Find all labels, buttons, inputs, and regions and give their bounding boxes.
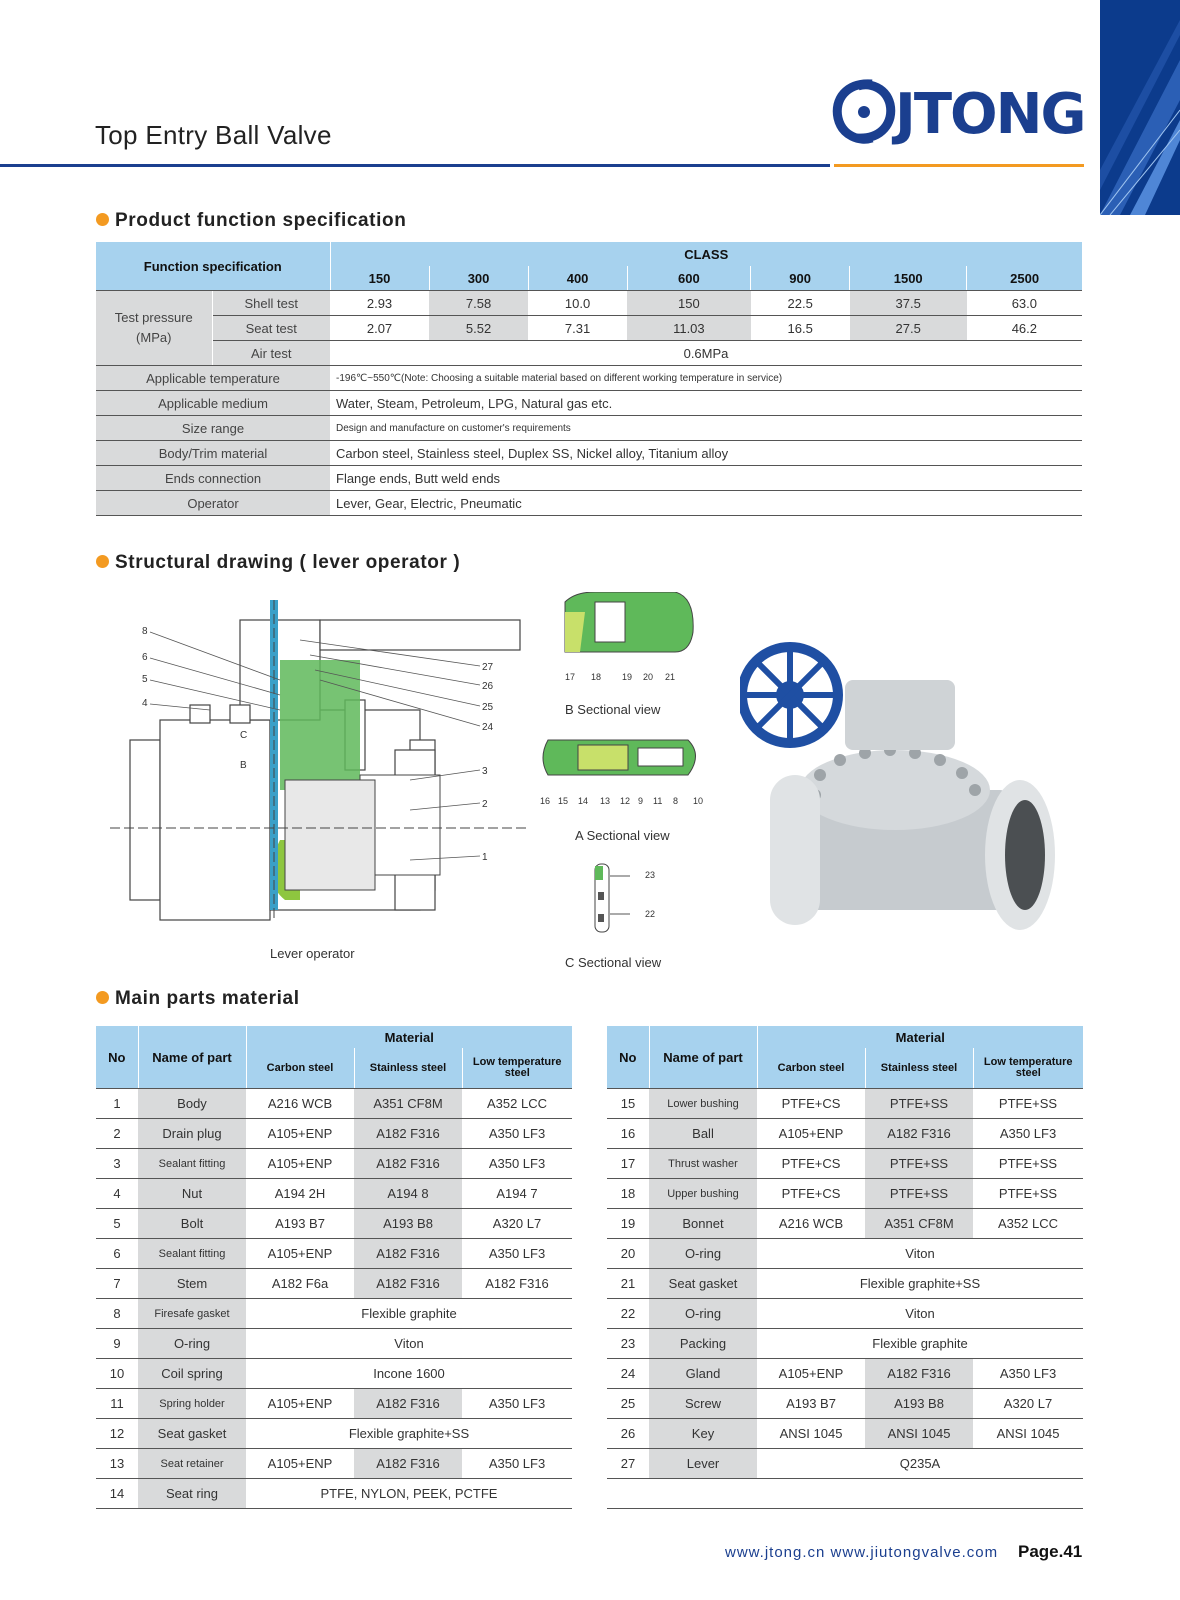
a-sectional-caption: A Sectional view bbox=[575, 828, 670, 843]
lever-operator-caption: Lever operator bbox=[270, 946, 355, 961]
footer-websites: www.jtong.cn www.jiutongvalve.com bbox=[725, 1544, 999, 1561]
parts-row: 19 Bonnet A216 WCB A351 CF8M A352 LCC bbox=[607, 1209, 1083, 1239]
class-row: 150 300 400 600 900 1500 2500 bbox=[96, 266, 1082, 291]
logo-wordmark bbox=[895, 82, 1084, 147]
spec-row: Applicable medium Water, Steam, Petroleum, LPG, Natural gas etc. bbox=[96, 391, 1082, 416]
callout-25: 25 bbox=[482, 702, 494, 713]
parts-row: 12 Seat gasket Flexible graphite+SS bbox=[96, 1419, 572, 1449]
c-sectional-caption: C Sectional view bbox=[565, 955, 662, 970]
air-test-row: Air test 0.6MPa bbox=[96, 341, 1082, 366]
callout-17: 17 bbox=[565, 672, 576, 682]
spec-row: Applicable temperature -196℃~550℃(Note: Choosing a suitable material based on different working temperature in service) bbox=[96, 366, 1082, 391]
parts-row: 22 O-ring Viton bbox=[607, 1299, 1083, 1329]
parts-row: 4 Nut A194 2H A194 8 A194 7 bbox=[96, 1179, 572, 1209]
c-sectional-drawing bbox=[590, 862, 670, 937]
spec-row: Size range Design and manufacture on customer's requirements bbox=[96, 416, 1082, 441]
parts-row: 18 Upper bushing PTFE+CS PTFE+SS PTFE+SS bbox=[607, 1179, 1083, 1209]
callout-4: 4 bbox=[142, 698, 148, 709]
callout-23: 23 bbox=[645, 870, 656, 880]
spec-col-head: Function specification bbox=[96, 242, 330, 291]
section-heading-drawing: Structural drawing ( lever operator ) bbox=[96, 552, 460, 574]
section-heading-parts: Main parts material bbox=[96, 988, 300, 1010]
parts-row: 27 Lever Q235A bbox=[607, 1449, 1083, 1479]
parts-table-right: No Name of part Material Carbon steel Stainless steel Low temperature steel 15 Lower bushing PTFE+CS PTFE+SS PTFE+SS 16 Ball A105+ENP A182 F316 A350 LF3 17 Thrust washer PTFE+CS PTFE+SS PTFE+SS 18 Upper bushing PTFE+CS PTFE+SS PTFE+SS 19 Bonnet A216 WCB A351 CF8M A352 LCC 20 O-ring Viton 21 Seat gasket Flexible graphite+SS 22 O-ring Viton 23 Packing Flexible graphite 24 Gland A105+ENP A182 F316 A350 LF3 25 Screw A193 B7 A193 B8 A320 L7 26 Key ANSI 1045 ANSI 1045 ANSI 1045 27 Lever Q235A bbox=[607, 1026, 1083, 1509]
callout-C: C bbox=[240, 730, 248, 741]
callout-24: 24 bbox=[482, 722, 494, 733]
callout-8b: 8 bbox=[673, 796, 679, 806]
parts-row: 20 O-ring Viton bbox=[607, 1239, 1083, 1269]
callout-2: 2 bbox=[482, 799, 488, 810]
seat-test-row: Seat test 2.07 5.52 7.31 11.03 16.5 27.5 46.2 bbox=[96, 316, 1082, 341]
parts-row-empty bbox=[607, 1479, 1083, 1509]
parts-row: 13 Seat retainer A105+ENP A182 F316 A350 LF3 bbox=[96, 1449, 572, 1479]
page-title: Top Entry Ball Valve bbox=[95, 120, 332, 150]
parts-row: 15 Lower bushing PTFE+CS PTFE+SS PTFE+SS bbox=[607, 1089, 1083, 1119]
parts-row: 17 Thrust washer PTFE+CS PTFE+SS PTFE+SS bbox=[607, 1149, 1083, 1179]
parts-row: 1 Body A216 WCB A351 CF8M A352 LCC bbox=[96, 1089, 572, 1119]
callout-12: 12 bbox=[620, 796, 631, 806]
class-head: CLASS bbox=[330, 242, 1082, 266]
callout-5: 5 bbox=[142, 674, 148, 685]
section-heading-spec: Product function specification bbox=[96, 210, 406, 232]
callout-B: B bbox=[240, 760, 247, 771]
callout-27: 27 bbox=[482, 662, 494, 673]
parts-row: 6 Sealant fitting A105+ENP A182 F316 A350 LF3 bbox=[96, 1239, 572, 1269]
spec-row: Ends connection Flange ends, Butt weld ends bbox=[96, 466, 1082, 491]
logo-wordmark-text: JTONG bbox=[895, 82, 1085, 147]
b-sectional-caption: B Sectional view bbox=[565, 702, 661, 717]
parts-row: 3 Sealant fitting A105+ENP A182 F316 A350 LF3 bbox=[96, 1149, 572, 1179]
parts-row: 7 Stem A182 F6a A182 F316 A182 F316 bbox=[96, 1269, 572, 1299]
callout-19: 19 bbox=[622, 672, 633, 682]
spec-row: Operator Lever, Gear, Electric, Pneumatic bbox=[96, 491, 1082, 516]
callout-26: 26 bbox=[482, 681, 494, 692]
callout-14: 14 bbox=[578, 796, 589, 806]
parts-row: 25 Screw A193 B7 A193 B8 A320 L7 bbox=[607, 1389, 1083, 1419]
valve-photo bbox=[740, 625, 1070, 955]
callout-10: 10 bbox=[693, 796, 704, 806]
header-divider bbox=[0, 164, 830, 167]
parts-row: 2 Drain plug A105+ENP A182 F316 A350 LF3 bbox=[96, 1119, 572, 1149]
parts-row: 21 Seat gasket Flexible graphite+SS bbox=[607, 1269, 1083, 1299]
spec-table bbox=[96, 242, 1082, 516]
logo-mark-icon bbox=[832, 78, 896, 146]
logo-underline bbox=[834, 164, 1084, 167]
parts-row: 10 Coil spring Incone 1600 bbox=[96, 1359, 572, 1389]
parts-row: 24 Gland A105+ENP A182 F316 A350 LF3 bbox=[607, 1359, 1083, 1389]
corner-stripe-graphic bbox=[1100, 0, 1180, 215]
callout-18: 18 bbox=[591, 672, 602, 682]
callout-8: 8 bbox=[142, 626, 148, 637]
parts-row: 8 Firesafe gasket Flexible graphite bbox=[96, 1299, 572, 1329]
parts-row: 11 Spring holder A105+ENP A182 F316 A350 LF3 bbox=[96, 1389, 572, 1419]
callout-16: 16 bbox=[540, 796, 551, 806]
callout-11: 11 bbox=[653, 796, 663, 806]
callout-1: 1 bbox=[482, 852, 488, 863]
callout-6: 6 bbox=[142, 652, 148, 663]
lever-operator-drawing bbox=[110, 600, 530, 940]
callout-15: 15 bbox=[558, 796, 569, 806]
b-sectional-drawing bbox=[555, 592, 705, 687]
parts-row: 23 Packing Flexible graphite bbox=[607, 1329, 1083, 1359]
spec-row: Body/Trim material Carbon steel, Stainless steel, Duplex SS, Nickel alloy, Titanium alloy bbox=[96, 441, 1082, 466]
callout-9: 9 bbox=[638, 796, 644, 806]
callout-22: 22 bbox=[645, 909, 656, 919]
parts-row: 26 Key ANSI 1045 ANSI 1045 ANSI 1045 bbox=[607, 1419, 1083, 1449]
callout-20: 20 bbox=[643, 672, 654, 682]
parts-table-left: No Name of part Material Carbon steel Stainless steel Low temperature steel 1 Body A216 WCB A351 CF8M A352 LCC 2 Drain plug A105+ENP A182 F316 A350 LF3 3 Sealant fitting A105+ENP A182 F316 A350 LF3 4 Nut A194 2H A194 8 A194 7 5 Bolt A193 B7 A193 B8 A320 L7 6 Sealant fitting A105+ENP A182 F316 A350 LF3 7 Stem A182 F6a A182 F316 A182 F316 8 Firesafe gasket Flexible graphite 9 O-ring Viton 10 Coil spring Incone 1600 11 Spring holder A105+ENP A182 F316 A350 LF3 12 Seat gasket Flexible graphite+SS 13 Seat retainer A105+ENP A182 F316 A350 LF3 14 Seat ring PTFE, NYLON, PEEK, PCTFE bbox=[96, 1026, 572, 1509]
callout-21: 21 bbox=[665, 672, 676, 682]
parts-row: 5 Bolt A193 B7 A193 B8 A320 L7 bbox=[96, 1209, 572, 1239]
a-sectional-drawing bbox=[538, 730, 718, 810]
shell-test-row: Test pressure (MPa) Shell test 2.93 7.58 10.0 150 22.5 37.5 63.0 bbox=[96, 291, 1082, 316]
parts-row: 14 Seat ring PTFE, NYLON, PEEK, PCTFE bbox=[96, 1479, 572, 1509]
parts-row: 16 Ball A105+ENP A182 F316 A350 LF3 bbox=[607, 1119, 1083, 1149]
callout-3: 3 bbox=[482, 766, 488, 777]
parts-row: 9 O-ring Viton bbox=[96, 1329, 572, 1359]
test-pressure-label: Test pressure (MPa) bbox=[96, 291, 212, 366]
page-number: Page.41 bbox=[1018, 1542, 1083, 1561]
callout-13: 13 bbox=[600, 796, 611, 806]
